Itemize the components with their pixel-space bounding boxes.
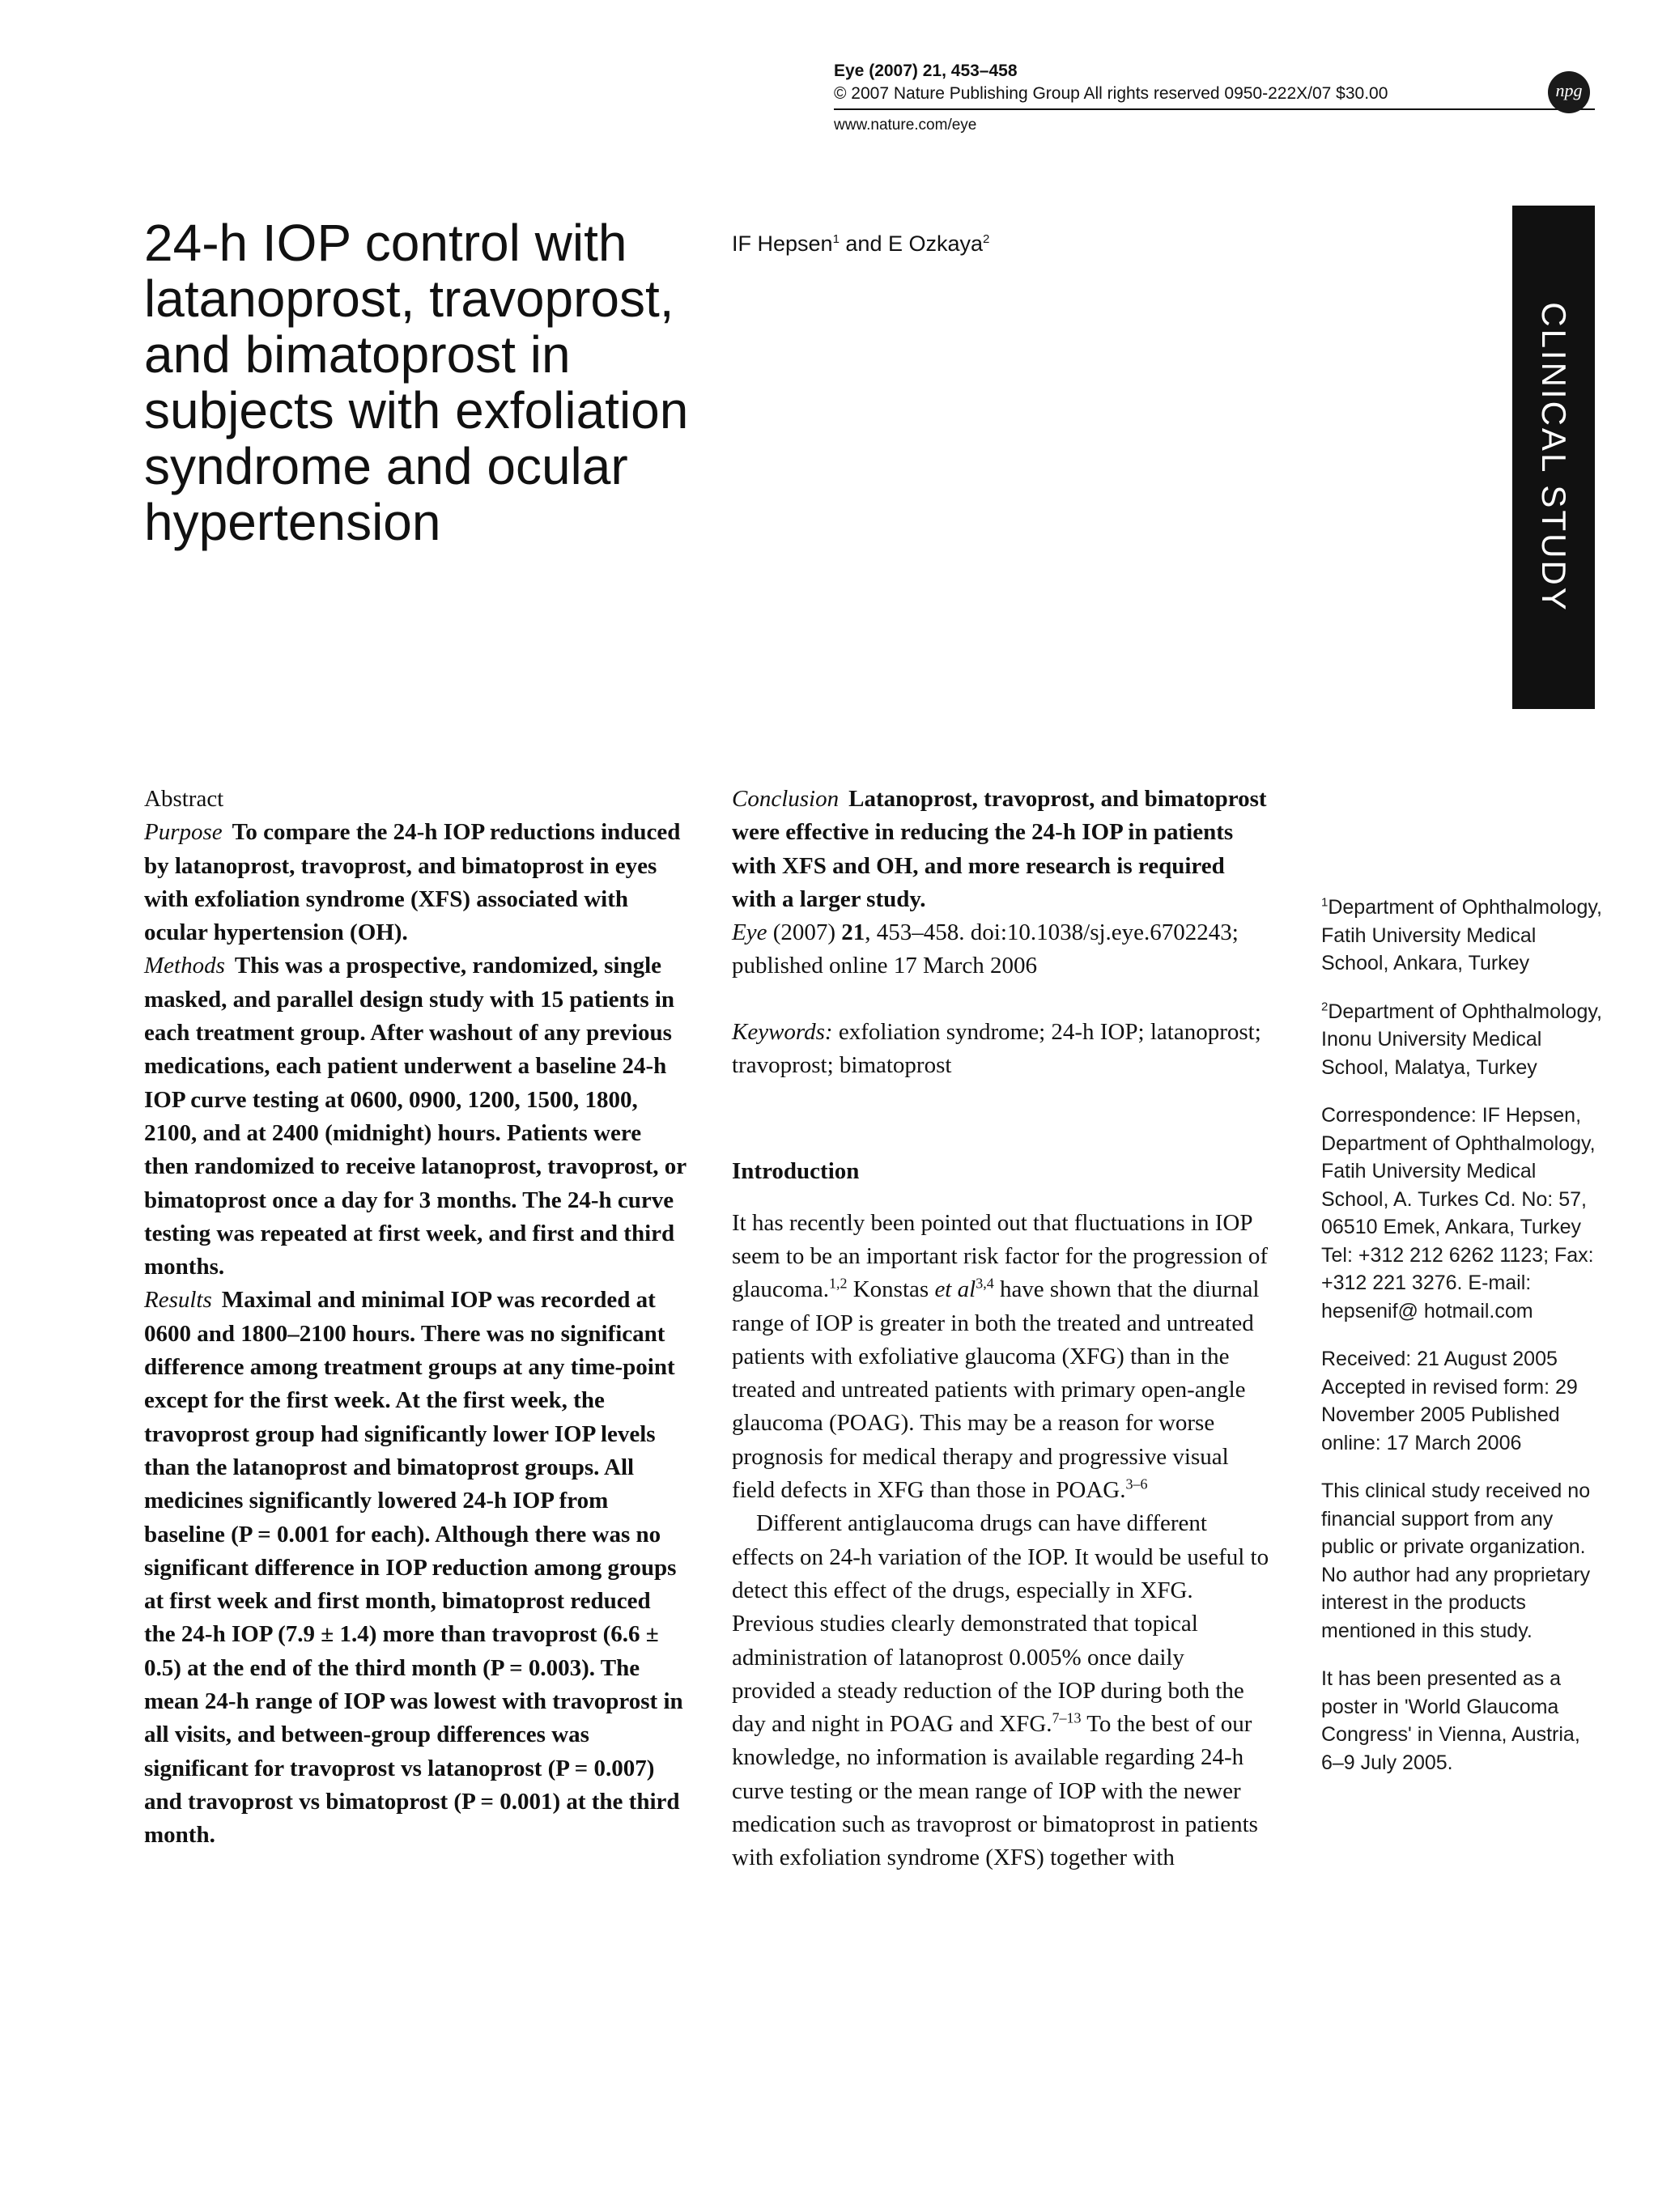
author-separator: and bbox=[839, 231, 888, 256]
abstract-methods bbox=[144, 949, 687, 1284]
conclusion-label: Conclusion bbox=[732, 786, 840, 812]
funding-statement: This clinical study received no financial support from any public or private organization. No author had any proprietary interest in the products mentioned in this study. bbox=[1321, 1480, 1591, 1642]
journal-citation: Eye (2007) 21, 453–458 bbox=[834, 62, 1018, 80]
journal-header bbox=[834, 60, 1595, 136]
affiliation-2 bbox=[1321, 998, 1603, 1082]
article-dates: Received: 21 August 2005 Accepted in revised form: 29 November 2005 Published online: 17 March 2006 bbox=[1321, 1348, 1578, 1454]
affiliation-marker: 2 bbox=[983, 232, 990, 246]
presentation-note: It has been presented as a poster in 'World Glaucoma Congress' in Vienna, Austria, 6–9 July 2005. bbox=[1321, 1667, 1580, 1774]
affiliation-marker: 1 bbox=[1321, 895, 1329, 910]
methods-text: This was a prospective, randomized, single masked, and parallel design study with 15 patients in each treatment group. After washout of any previous medications, each patient underwent a baseline 24-h IOP curve testing at 0600, 0900, 1200, 1500, 1800, 2100, and at 2400 (midnight) hours. Patients were then randomized to receive latanoprost, travoprost, or bimatoprost once a day for 3 months. The 24-h curve testing was repeated at first week, and first and third months. bbox=[144, 953, 687, 1280]
affiliation-text: Department of Ophthalmology, Inonu University Medical School, Malatya, Turkey bbox=[1321, 1000, 1602, 1079]
abstract-purpose bbox=[144, 816, 687, 949]
reference-link[interactable]: 3–6 bbox=[1125, 1475, 1148, 1492]
journal-url[interactable]: www.nature.com/eye bbox=[834, 117, 977, 134]
affiliation-text: Department of Ophthalmology, Fatih University Medical School, Ankara, Turkey bbox=[1321, 896, 1602, 974]
article-title: 24-h IOP control with latanoprost, travoprost, and bimatoprost in subjects with exfoliation syndrome and ocular hypertension bbox=[144, 214, 689, 551]
article-citation bbox=[732, 916, 1273, 983]
abstract bbox=[144, 783, 687, 1853]
author-name[interactable]: IF Hepsen bbox=[732, 231, 833, 256]
abstract-heading: Abstract bbox=[144, 786, 224, 812]
reference-link[interactable]: 3,4 bbox=[976, 1275, 994, 1292]
intro-text: Different antiglaucoma drugs can have different effects on 24-h variation of the IOP. It would be useful to detect this effect of the drugs, especially in XFG. Previous studies clearly demonstrated that topical administration of latanoprost 0.005% once daily provided a steady reduction of the IOP during both the day and night in POAG and XFG. bbox=[732, 1510, 1269, 1738]
conclusion-text: Latanoprost, travoprost, and bimatoprost were effective in reducing the 24-h IOP in patients with XFS and OH, and more research is required with a larger study. bbox=[732, 786, 1267, 912]
purpose-label: Purpose bbox=[144, 819, 223, 846]
reference-link[interactable]: 7–13 bbox=[1052, 1709, 1082, 1726]
sidebar-notes bbox=[1321, 894, 1603, 1797]
intro-text: Konstas bbox=[847, 1276, 935, 1303]
abstract-results bbox=[144, 1284, 687, 1852]
intro-paragraph bbox=[732, 1207, 1273, 1508]
intro-text: have shown that the diurnal range of IOP is greater in both the treated and untreated patients with exfoliative glaucoma (XFG) than in the treated and untreated patients with primary open-angle glaucoma (POAG). This may be a reason for worse prognosis for medical therapy and progressive visual field defects in XFG than those in POAG. bbox=[732, 1276, 1260, 1504]
intro-text: et al bbox=[934, 1276, 976, 1303]
keywords-text: exfoliation syndrome; 24-h IOP; latanoprost; travoprost; bimatoprost bbox=[732, 1018, 1261, 1079]
methods-label: Methods bbox=[144, 953, 225, 979]
copyright-line: © 2007 Nature Publishing Group All rights reserved 0950-222X/07 $30.00 bbox=[834, 84, 1388, 103]
citation-year: (2007) bbox=[767, 919, 842, 946]
author-list bbox=[732, 231, 989, 257]
npg-logo: npg bbox=[1548, 71, 1590, 113]
correspondence: Correspondence: IF Hepsen, Department of Ophthalmology, Fatih University Medical School, A. Turkes Cd. No: 57, 06510 Emek, Ankara, Turkey Tel: +312 212 6262 1123; Fax: +312 221 3276. E-mail: hepsenif@ hotmail.com bbox=[1321, 1104, 1596, 1323]
keywords bbox=[732, 1016, 1273, 1083]
section-tab-label: CLINICAL STUDY bbox=[1535, 302, 1573, 613]
results-text: Maximal and minimal IOP was recorded at 0600 and 1800–2100 hours. There was no significant difference among treatment groups at any time-point except for the first week. At the first week, the travoprost group had significantly lower IOP levels than the latanoprost and bimatoprost groups. All medicines significantly lowered 24-h IOP from baseline (P = 0.001 for each). Although there was no significant difference in IOP reduction among groups at first week and first month, bimatoprost reduced the 24-h IOP (7.9 ± 1.4) more than travoprost (6.6 ± 0.5) at the end of the third month (P = 0.003). The mean 24-h range of IOP was lowest with travoprost in all visits, and between-group differences was significant for travoprost vs latanoprost (P = 0.007) and travoprost vs bimatoprost (P = 0.001) at the third month. bbox=[144, 1287, 683, 1849]
intro-text: It has recently been pointed out that fluctuations in IOP seem to be an important risk factor for the progression of glaucoma. bbox=[732, 1209, 1268, 1303]
affiliation-marker: 2 bbox=[1321, 1000, 1329, 1014]
purpose-text: To compare the 24-h IOP reductions induced by latanoprost, travoprost, and bimatoprost in eyes with exfoliation syndrome (XFS) associated with ocular hypertension (OH). bbox=[144, 819, 681, 946]
intro-text: To the best of our knowledge, no information is available regarding 24-h curve testing or the mean range of IOP with the newer medication such as travoprost or bimatoprost in patients with exfoliation syndrome (XFS) together with bbox=[732, 1711, 1258, 1871]
header-rule bbox=[834, 108, 1595, 110]
citation-rest[interactable]: , 453–458. doi:10.1038/sj.eye.6702243; published online 17 March 2006 bbox=[732, 919, 1239, 979]
results-label: Results bbox=[144, 1287, 212, 1314]
keywords-label: Keywords: bbox=[732, 1018, 833, 1045]
abstract-conclusion bbox=[732, 783, 1273, 916]
citation-journal: Eye bbox=[732, 919, 767, 946]
citation-volume: 21 bbox=[841, 919, 865, 946]
reference-link[interactable]: 1,2 bbox=[828, 1275, 848, 1292]
section-tab bbox=[1512, 206, 1595, 709]
introduction-heading: Introduction bbox=[732, 1158, 860, 1185]
affiliation-1 bbox=[1321, 894, 1603, 978]
intro-paragraph bbox=[732, 1507, 1273, 1874]
main-column bbox=[732, 783, 1273, 1875]
author-name[interactable]: E Ozkaya bbox=[887, 231, 984, 256]
affiliation-marker: 1 bbox=[832, 232, 840, 246]
